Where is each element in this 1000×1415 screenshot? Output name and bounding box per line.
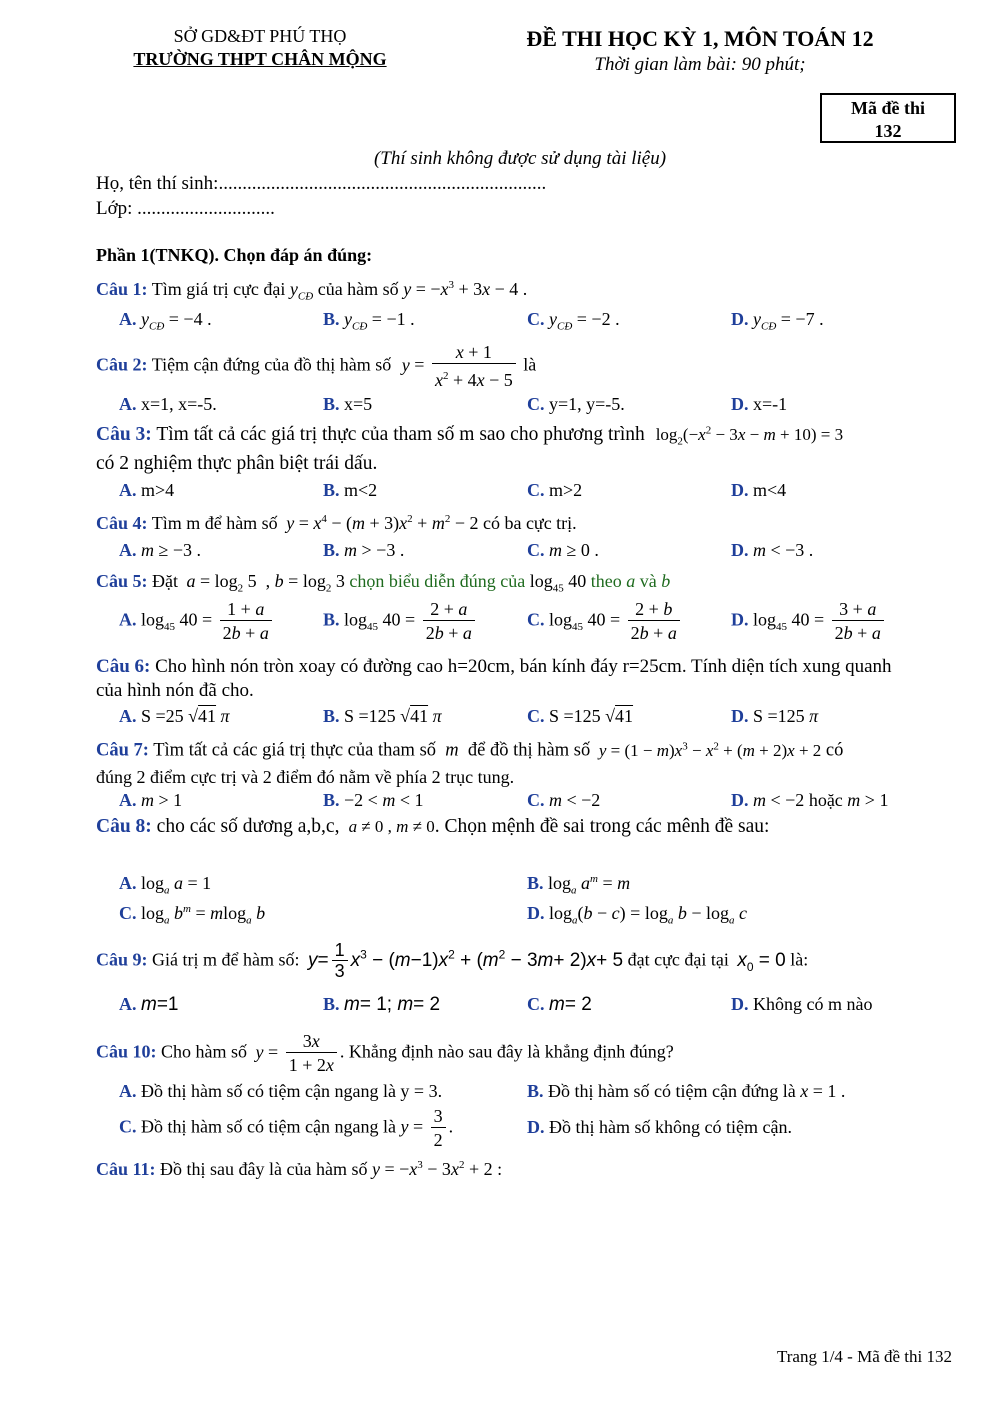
exam-title: ĐỀ THI HỌC KỲ 1, MÔN TOÁN 12 [526, 26, 874, 51]
q5-option-a[interactable]: A. $\log_{45} 40$ = $\frac{1 + a}{2b + a}$ [119, 598, 275, 645]
q4-option-b[interactable]: B. m > −3 . [323, 540, 405, 560]
q9-option-b[interactable]: B. m= 1; m= 2 [323, 994, 441, 1015]
q10-option-d[interactable]: D. Đồ thị hàm số không có tiệm cận. [527, 1117, 792, 1137]
q4-option-d[interactable]: D. m < −3 . [731, 540, 814, 560]
question-8: Câu 8: cho các số dương a,b,c, a ≠ 0 , m ≠ 0. Chọn mệnh đề sai trong các mênh đề sau: [96, 816, 770, 837]
question-6: Câu 6: Cho hình nón tròn xoay có đường cao h=20cm, bán kính đáy r=25cm. Tính diện tích xung quanh [96, 656, 892, 677]
question-9: Câu 9: Giá trị m để hàm số: y= $\frac{1}{3}$ $x^3 - (m-1)x^2 + (m^2 - 3m+ 2)x+ 5$ đạt cực đại tại $x_0 = 0$ là: [96, 940, 809, 981]
q9-option-a[interactable]: A. m=1 [119, 994, 179, 1015]
q1-option-c[interactable]: C. $y_{CĐ} = -2$ . [527, 309, 620, 333]
question-4: Câu 4: Tìm m để hàm số $y = x^4 - (m + 3)x^2 + m^2 - 2$ có ba cực trị. [96, 513, 577, 533]
exam-duration: Thời gian làm bài: 90 phút; [594, 54, 806, 75]
question-3: Câu 3: Tìm tất cả các giá trị thực của tham số m sao cho phương trình $\log_2(-x^2 - 3x - m + 10) = 3$ [96, 424, 844, 448]
q9-option-c[interactable]: C. m= 2 [527, 994, 592, 1015]
q6-option-c[interactable]: C. S =125 √41 [527, 706, 634, 726]
q3-option-d[interactable]: D. m<4 [731, 480, 787, 500]
exam-code-box [820, 93, 956, 143]
q7-option-b[interactable]: B. −2 < m < 1 [323, 790, 424, 810]
question-11: Câu 11: Đồ thị sau đây là của hàm số $y = -x^3 - 3x^2 + 2$ : [96, 1159, 503, 1179]
q10-option-c[interactable]: C. Đồ thị hàm số có tiệm cận ngang là y = $\frac{3}{2}$ . [119, 1106, 454, 1150]
school-name: TRƯỜNG THPT CHÂN MỘNG [133, 49, 387, 69]
q3-option-b[interactable]: B. m<2 [323, 480, 378, 500]
q1-option-d[interactable]: D. $y_{CĐ} = -7$ . [731, 309, 824, 333]
q8-option-d[interactable]: D. $\log_a(b - c) = \log_a b - \log_a c$ [527, 903, 747, 927]
q6-option-b[interactable]: B. S =125 √41 π [323, 706, 442, 726]
q6-option-a[interactable]: A. S =25 √41 π [119, 706, 230, 726]
question-label: Câu 1: [96, 279, 148, 299]
q2-option-b[interactable]: B. x=5 [323, 394, 373, 414]
question-5: Câu 5: Đặt $a = \log_2 5$ , $b = \log_2 3$ chọn biểu diễn đúng của $\log_{45} 40$ theo a và b [96, 571, 671, 595]
page-footer: Trang 1/4 - Mã đề thi 132 [776, 1347, 952, 1366]
exam-code-label: Mã đề thi [851, 98, 925, 118]
q2-option-d[interactable]: D. x=-1 [731, 394, 788, 414]
q10-option-a[interactable]: A. Đồ thị hàm số có tiệm cận ngang là y = 3. [119, 1081, 443, 1101]
question-2: Câu 2: Tiệm cận đứng của đồ thị hàm số y = $\frac{x + 1}{x^2 + 4x - 5}$ là [96, 342, 537, 390]
q1-option-a[interactable]: A. $y_{CĐ} = -4$ . [119, 309, 212, 333]
q5-option-c[interactable]: C. $\log_{45} 40$ = $\frac{2 + b}{2b + a}$ [527, 598, 683, 645]
q5-option-b[interactable]: B. $\log_{45} 40$ = $\frac{2 + a}{2b + a}$ [323, 598, 478, 645]
q10-option-b[interactable]: B. Đồ thị hàm số có tiệm cận đứng là x = 1 . [527, 1081, 846, 1101]
question-1 [96, 279, 527, 303]
q3-option-a[interactable]: A. m>4 [119, 480, 175, 500]
q2-option-a[interactable]: A. x=1, x=-5. [119, 394, 217, 414]
question-text: Tìm giá trị cực đại $y_{CĐ}$ của hàm số $y = -x^3 + 3x - 4$ . [151, 279, 528, 303]
q6-option-d[interactable]: D. S =125 π [731, 706, 819, 726]
q7-option-a[interactable]: A. m > 1 [119, 790, 183, 810]
q3-option-c[interactable]: C. m>2 [527, 480, 583, 500]
exam-note: (Thí sinh không được sử dụng tài liệu) [373, 148, 667, 169]
q9-option-d[interactable]: D. Không có m nào [731, 994, 873, 1014]
question-6-line2: của hình nón đã cho. [96, 680, 254, 701]
q8-option-b[interactable]: B. $\log_a a^m = m$ [527, 873, 631, 897]
question-7: Câu 7: Tìm tất cả các giá trị thực của tham số m để đồ thị hàm số $y = (1 - m)x^3 - x^2 + (m + 2)x + 2$ có [96, 740, 844, 761]
q7-option-c[interactable]: C. m < −2 [527, 790, 601, 810]
q4-option-a[interactable]: A. m ≥ −3 . [119, 540, 202, 560]
q1-option-b[interactable]: B. $y_{CĐ} = -1$ . [323, 309, 415, 333]
q8-option-a[interactable]: A. $\log_a a = 1$ [119, 873, 212, 897]
department-name: SỞ GD&ĐT PHÚ THỌ [173, 26, 347, 46]
question-3-line2: có 2 nghiệm thực phân biệt trái dấu. [96, 453, 378, 474]
question-7-line2: đúng 2 điểm cực trị và 2 điểm đó nằm về phía 2 trục tung. [96, 767, 515, 787]
exam-code-value: 132 [874, 121, 902, 141]
q7-option-d[interactable]: D. m < −2 hoặc m > 1 [731, 790, 889, 810]
student-class-line: Lớp: ............................. [96, 198, 275, 219]
q8-option-c[interactable]: C. $\log_a b^m = mlog_a$ b [119, 903, 266, 927]
q4-option-c[interactable]: C. m ≥ 0 . [527, 540, 599, 560]
q5-option-d[interactable]: D. $\log_{45} 40$ = $\frac{3 + a}{2b + a}$ [731, 598, 887, 645]
section-title: Phần 1(TNKQ). Chọn đáp án đúng: [96, 245, 373, 265]
q2-option-c[interactable]: C. y=1, y=-5. [527, 394, 625, 414]
question-10: Câu 10: Cho hàm số y = $\frac{3x}{1 + 2x}$ . Khẳng định nào sau đây là khẳng định đúng? [96, 1031, 674, 1075]
student-name-line: Họ, tên thí sinh:..................................................................... [96, 173, 547, 194]
